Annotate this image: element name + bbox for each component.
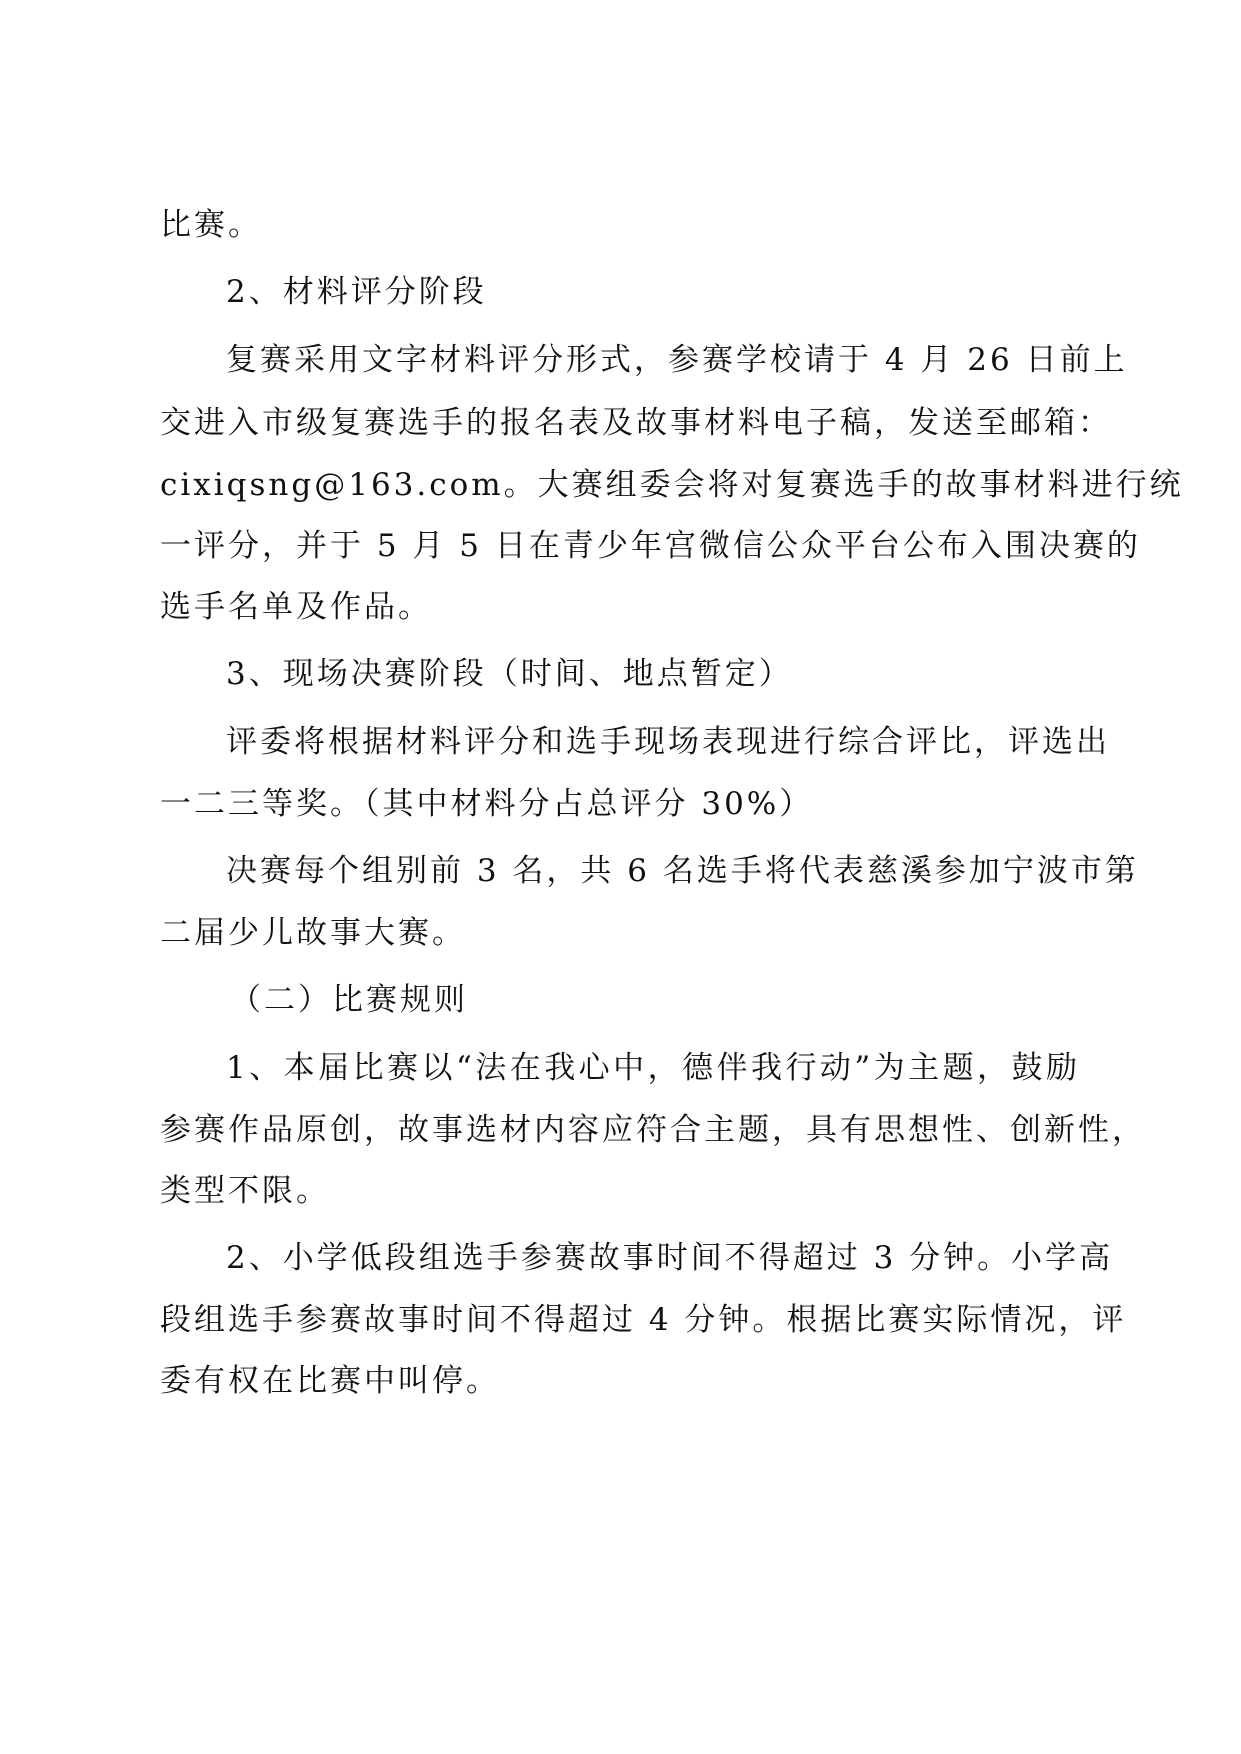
paragraph-line: 评委将根据材料评分和选手现场表现进行综合评比，评选出: [226, 724, 1110, 760]
paragraph-line: 复赛采用文字材料评分形式，参赛学校请于 4 月 26 日前上: [226, 342, 1128, 378]
paragraph-line: cixiqsng@163.com。大赛组委会将对复赛选手的故事材料进行统: [160, 467, 1184, 503]
paragraph-line: 交进入市级复赛选手的报名表及故事材料电子稿，发送至邮箱：: [160, 405, 1112, 441]
paragraph-line: 比赛。: [160, 207, 262, 243]
paragraph-line: 选手名单及作品。: [160, 589, 432, 625]
paragraph-line: 一评分，并于 5 月 5 日在青少年宫微信公众平台公布入围决赛的: [160, 528, 1141, 564]
document-page: [160, 0, 1184, 1754]
paragraph-line: 段组选手参赛故事时间不得超过 4 分钟。根据比赛实际情况，评: [160, 1302, 1127, 1338]
section-heading: 3、现场决赛阶段（时间、地点暂定）: [226, 656, 793, 692]
paragraph-line: 委有权在比赛中叫停。: [160, 1363, 500, 1399]
paragraph-line: 1、本届比赛以“法在我心中，德伴我行动”为主题，鼓励: [226, 1050, 1080, 1086]
paragraph-line: 参赛作品原创，故事选材内容应符合主题，具有思想性、创新性，: [160, 1112, 1146, 1148]
paragraph-line: 2、小学低段组选手参赛故事时间不得超过 3 分钟。小学高: [226, 1240, 1114, 1276]
section-heading: （二）比赛规则: [230, 982, 468, 1018]
section-heading: 2、材料评分阶段: [226, 274, 487, 310]
paragraph-line: 决赛每个组别前 3 名，共 6 名选手将代表慈溪参加宁波市第: [226, 853, 1139, 889]
paragraph-line: 二届少儿故事大赛。: [160, 915, 466, 951]
paragraph-line: 类型不限。: [160, 1173, 330, 1209]
paragraph-line: 一二三等奖。（其中材料分占总评分 30%）: [160, 786, 814, 822]
